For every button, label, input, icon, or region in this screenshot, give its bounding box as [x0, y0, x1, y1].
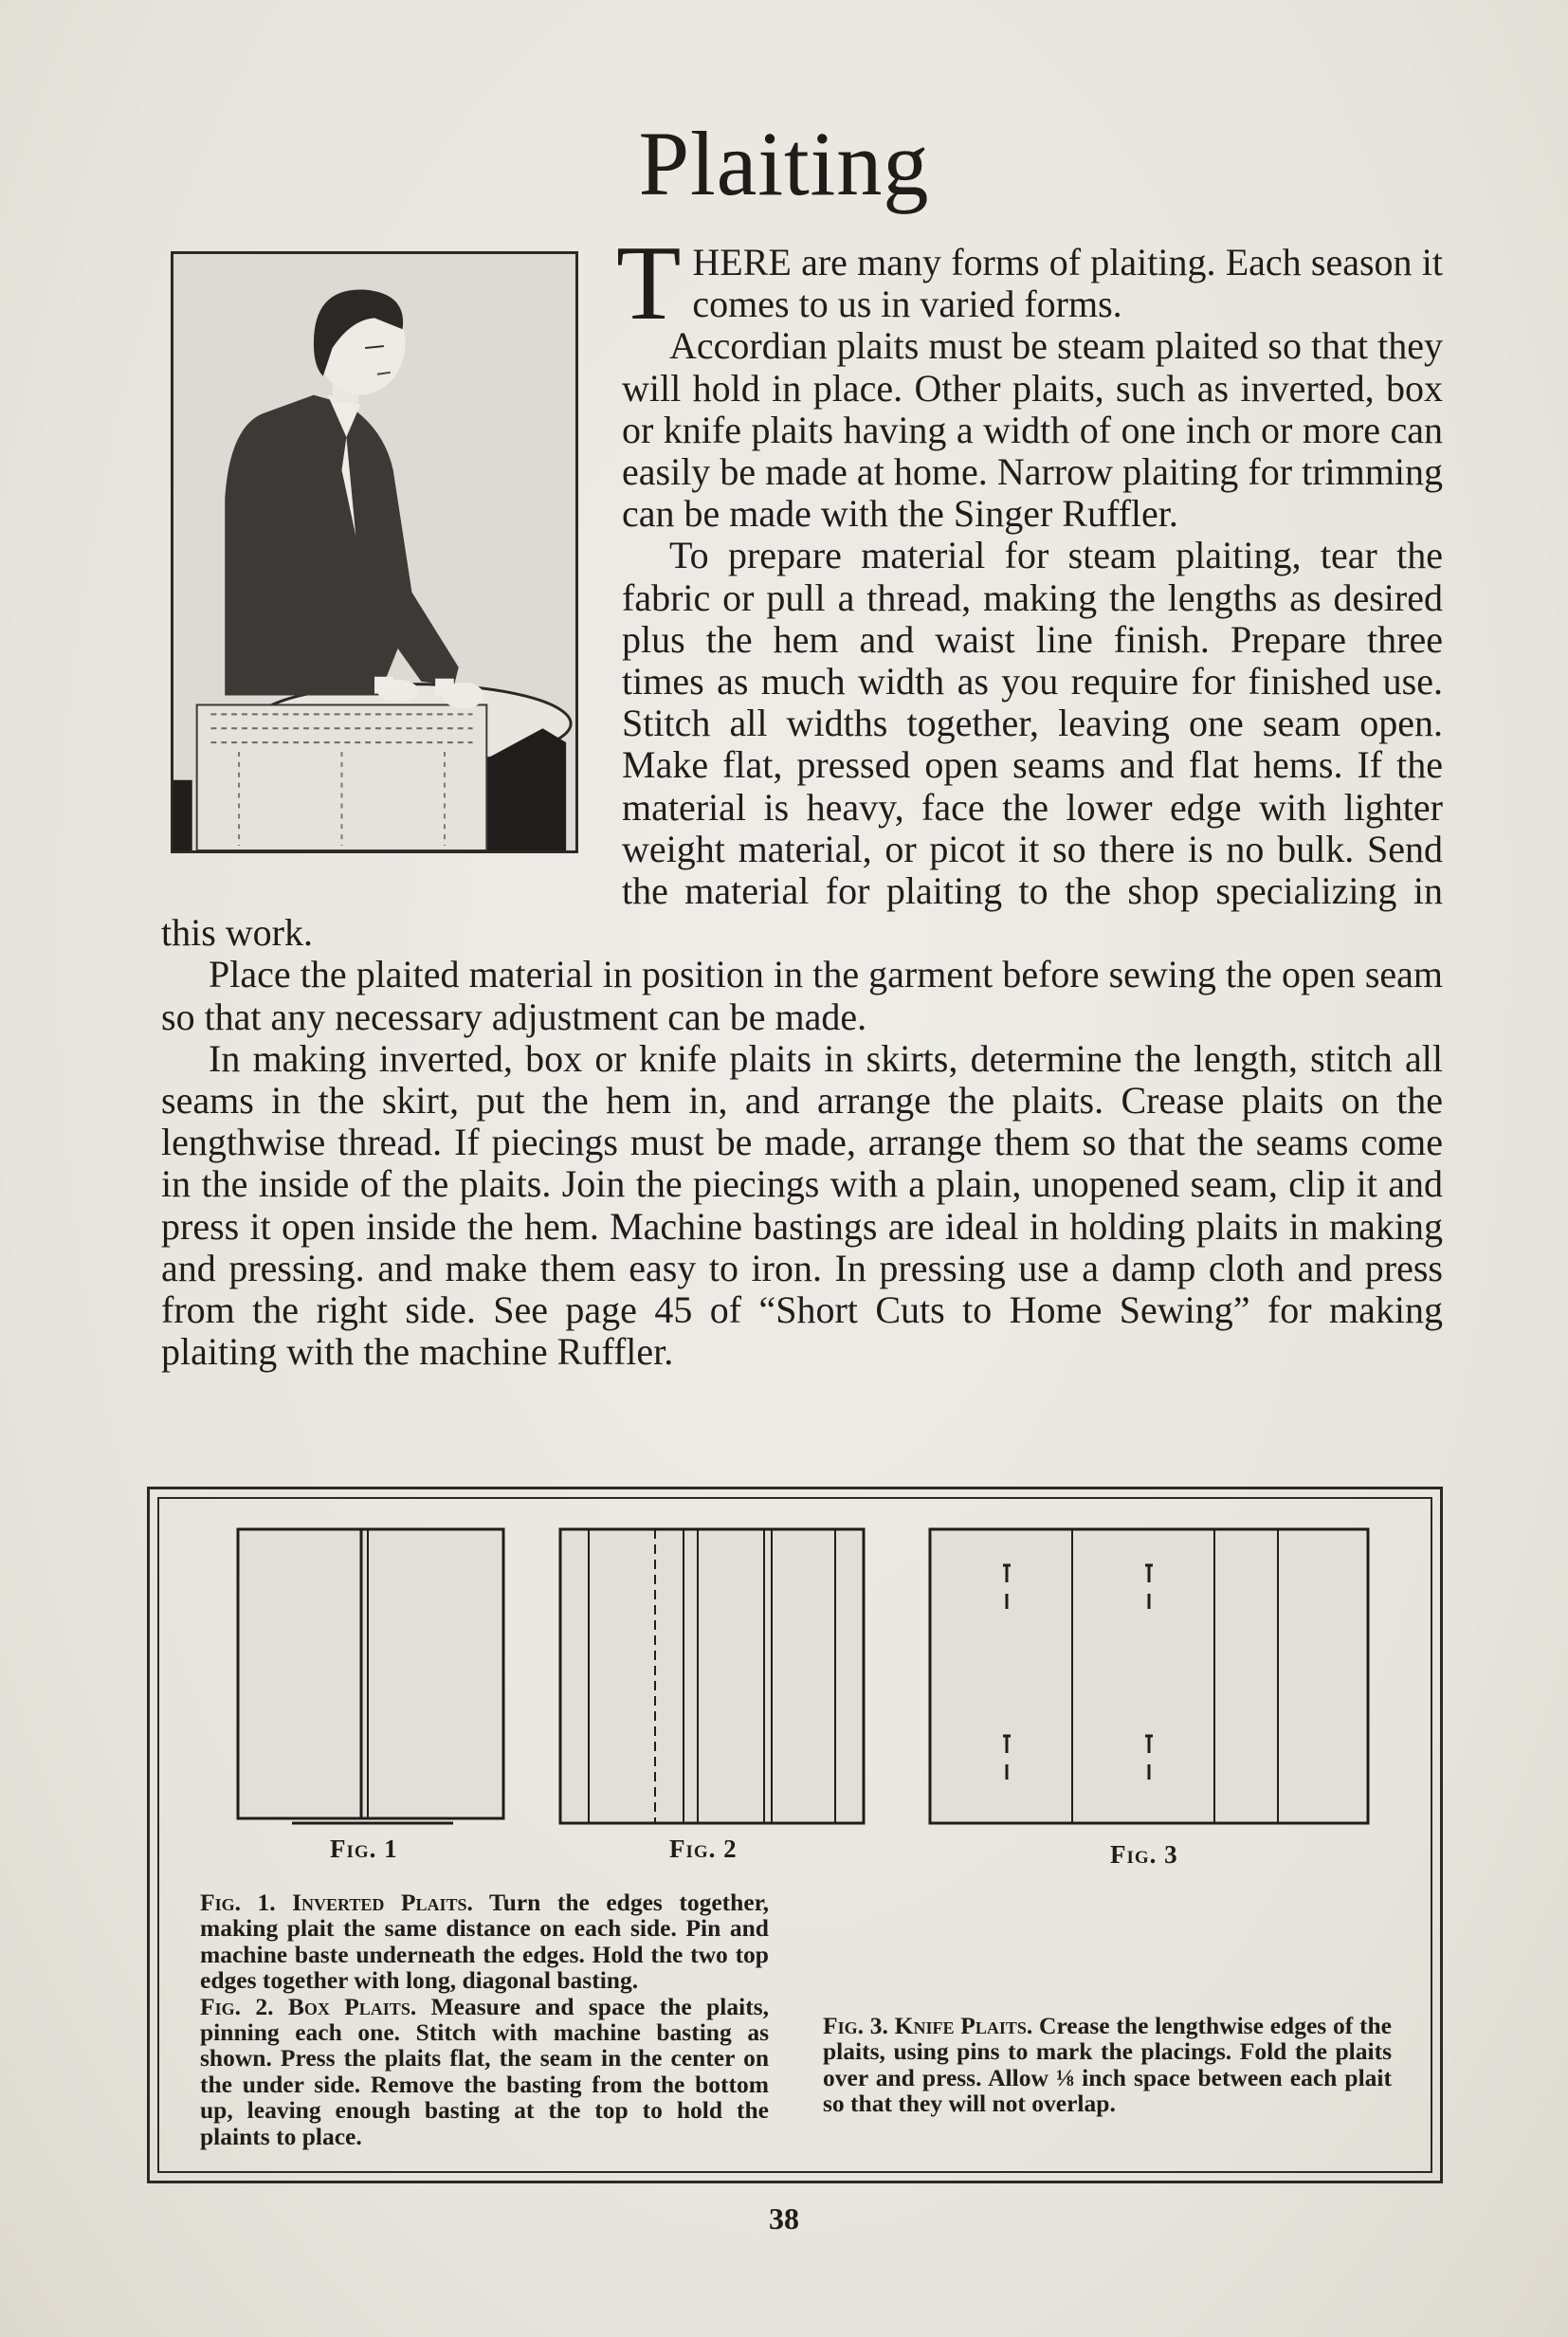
paragraph-4: Place the plaited material in position in the garment before sewing the open seam so that any necessary adjustment can be made.	[161, 953, 1443, 1038]
fig-1-label: Fig. 1	[330, 1835, 398, 1863]
page-title: Plaiting	[638, 113, 930, 214]
paragraph-5: In making inverted, box or knife plaits in skirts, determine the length, stitch all seams in the skirt, put the hem in, and arrange the plaits. Crease plaits on the lengthwise thread. If piecings must be made, arrange them so that the seams come in the inside of the plaits. Join the piecings with a plain, unopened seam, clip it and press it open inside the hem. Machine bastings are ideal in holding plaits in making and pressing. and make them easy to iron. In pressing use a damp cloth and press from the right side. See page 45 of “Short Cuts to Home Sewing” for making plaiting with the machine Ruffler.	[161, 1036, 1443, 1374]
fig-3-label: Fig. 3	[1110, 1840, 1178, 1869]
paragraph-2: Accordian plaits must be steam plaited so that they will hold in place. Other plaits, such as inverted, box or knife plaits having a width of one inch or more can easily be made at home. Narrow plaiting for trimming can be made with the Singer Ruffler.	[622, 324, 1443, 536]
caption-fig-2	[200, 1994, 769, 2149]
figure-box	[147, 1487, 1443, 2183]
caption-fig-2-text: Measure and space the plaits, pinning each one. Stitch with machine basting as shown. Press the plaits flat, the seam in the center on the under side. Remove the basting from the bottom up, leaving enough basting at the top to hold the plaints to place.	[200, 1992, 770, 2150]
caption-column-right	[823, 2013, 1392, 2117]
fig-2-label: Fig. 2	[669, 1835, 738, 1863]
fig-2-diagram	[560, 1529, 864, 1823]
caption-fig-1-text: Turn the edges together, making plait the same distance on each side. Pin and machine baste underneath the edges. Hold the two top edges together with long, diagonal basting.	[200, 1889, 769, 1995]
fig-3-diagram	[930, 1529, 1368, 1823]
caption-fig-3	[823, 2013, 1392, 2117]
figure-box-inner	[157, 1497, 1432, 2173]
caption-fig-2-heading: Fig. 2. Box Plaits.	[200, 1992, 417, 2020]
caption-fig-3-text: Crease the lengthwise edges of the plaits, using pins to mark the placings. Fold the plaits over and press. Allow ⅛ inch space between each plait so that they will not overlap.	[823, 2012, 1392, 2118]
page-number: 38	[769, 2201, 799, 2236]
fig-1-diagram	[238, 1529, 503, 1823]
drop-cap: T	[616, 225, 682, 342]
paragraph-3: To prepare material for steam plaiting, tear the fabric or pull a thread, making the lengths as desired plus the hem and waist line finish. Prepare three times as much width as you require for finished use. Stitch all widths together, leaving one seam open. Make flat, pressed open seams and flat hems. If the material is heavy, face the lower edge with lighter weight material, or picot it so there is no bulk. Send the material for plaiting to the shop specializing in this work.	[161, 534, 1443, 955]
caption-fig-1	[200, 1890, 769, 1994]
caption-column-left	[200, 1890, 769, 2149]
body-text	[161, 225, 1443, 1374]
caption-fig-1-heading: Fig. 1. Inverted Plaits.	[200, 1889, 473, 1916]
paragraph-1-text: HERE are many forms of plaiting. Each season it comes to us in varied forms.	[692, 241, 1443, 326]
caption-fig-3-heading: Fig. 3. Knife Plaits.	[823, 2012, 1033, 2039]
illustration-spacer	[161, 242, 622, 896]
